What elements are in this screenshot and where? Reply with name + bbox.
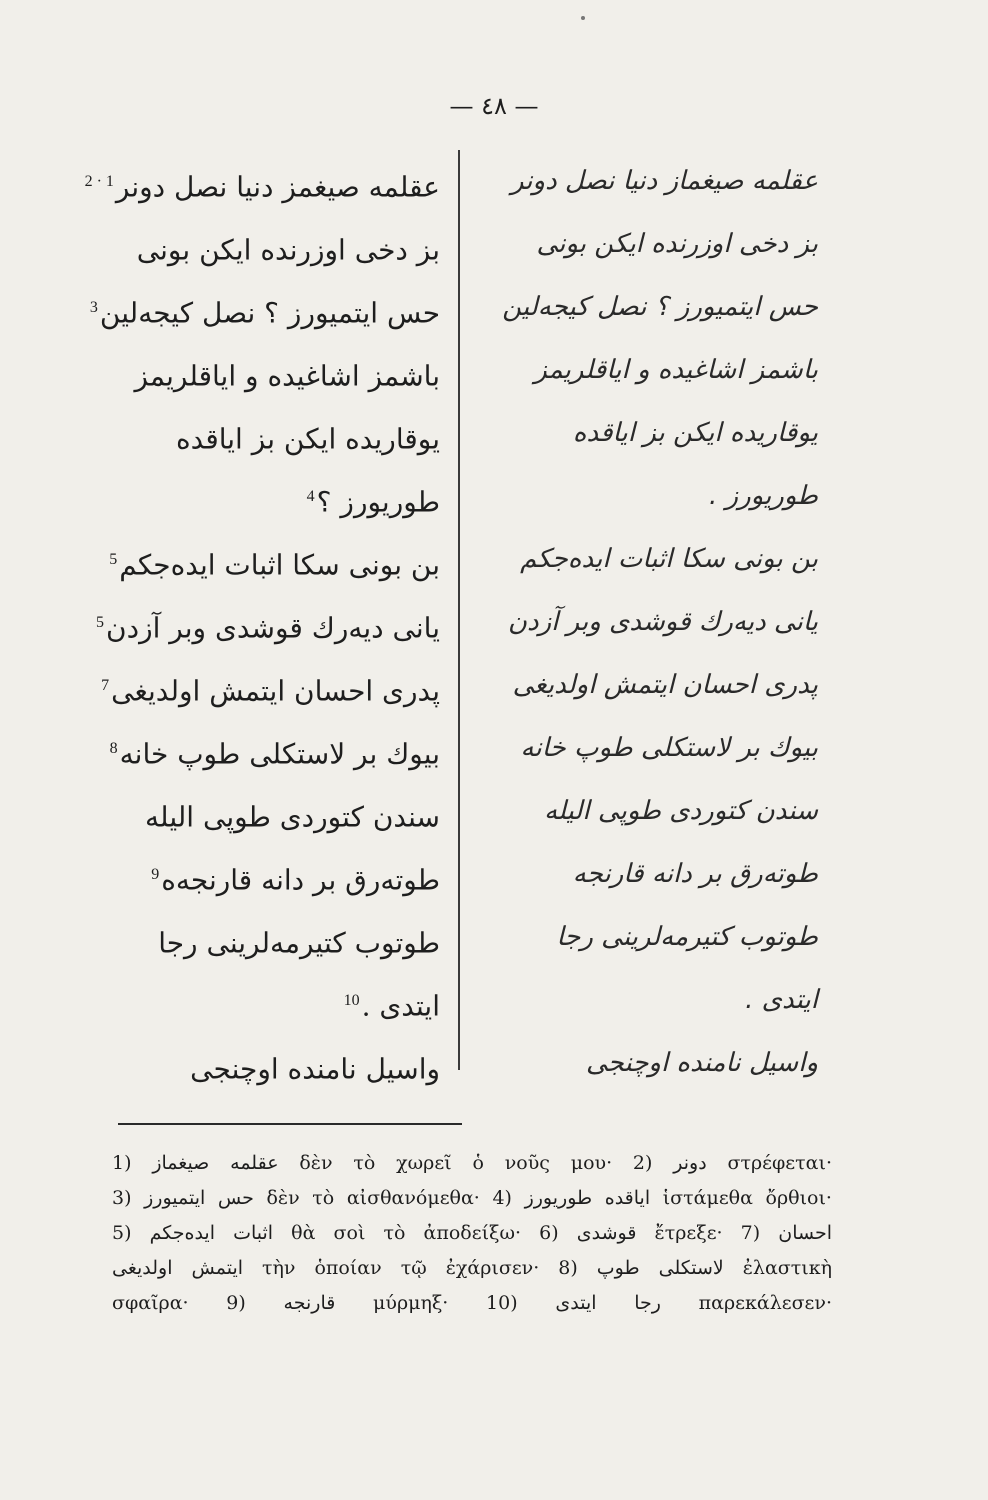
footnote-ref: 3 xyxy=(89,299,98,316)
printed-text: یانی دیه‌رك قوشدی وبر آزدن xyxy=(106,611,440,645)
printed-text: طوریورز ؟ xyxy=(316,485,440,519)
footnote-ref: 8 xyxy=(109,740,118,757)
footnote-ref: 1 · 2 xyxy=(84,173,114,190)
footnote-ref: 5 xyxy=(109,551,118,568)
printed-text: سندن کتوردی طوپی الیله xyxy=(145,800,440,834)
footnote-line: σφαῖρα· 9) قارنجه μύρμηξ· 10) رجا ایتدی παρεκάλεσεν· xyxy=(112,1292,832,1314)
page-number: — ٤٨ — xyxy=(449,92,539,120)
handwritten-line: پدری احسان ایتمش اولدیغی xyxy=(512,670,818,700)
handwritten-line: عقلمه صیغماز دنیا نصل دونر xyxy=(510,166,818,196)
handwritten-line: یانی دیه‌رك قوشدی وبر آزدن xyxy=(507,607,818,637)
printed-line xyxy=(100,717,440,780)
handwritten-line: سندن کتوردی طوپی الیله xyxy=(544,796,818,826)
speck-mark xyxy=(581,16,585,20)
handwritten-line: یوقاریده ایکن بز ایاقده xyxy=(572,418,818,448)
printed-line xyxy=(100,906,440,969)
handwritten-line: واسیل نامنده اوچنجی xyxy=(586,1048,818,1078)
printed-line xyxy=(100,213,440,276)
printed-line xyxy=(96,591,440,654)
printed-line xyxy=(100,843,440,906)
handwritten-line: بیوك بر لاستکلی طوپ خانه‌ xyxy=(520,733,818,763)
printed-line xyxy=(100,654,440,717)
printed-text: یوقاریده ایکن بز ایاقده xyxy=(175,422,440,456)
printed-text: بیوك بر لاستکلی طوپ خانه‌ xyxy=(119,737,440,771)
footnote-ref: 9 xyxy=(151,866,160,883)
printed-line xyxy=(100,780,440,843)
footnote-ref: 10 xyxy=(343,992,360,1009)
printed-text: باشمز اشاغیده و ایاقلریمز xyxy=(134,359,440,393)
footnote-line: 5) اثبات ایده‌جکم θὰ σοὶ τὸ ἀποδείξω· 6) قوشدی ἔτρεξε· 7) احسان xyxy=(112,1222,832,1244)
printed-line xyxy=(100,969,440,1032)
printed-text: طوتوب کتیرمه‌لرینی رجا xyxy=(158,926,440,960)
handwritten-line: طوته‌رق بر دانه قارنجه xyxy=(572,859,818,889)
printed-text: طوته‌رق بر دانه قارنجه‌ه xyxy=(161,863,440,897)
printed-text: پدری احسان ایتمش اولدیغی xyxy=(111,674,440,708)
footnote-ref: 4 xyxy=(306,488,315,505)
handwritten-line: طوریورز . xyxy=(709,481,818,511)
handwritten-line: حس ایتمیورز ؟ نصل کیجه‌لین xyxy=(502,292,818,322)
footnote-rule xyxy=(118,1123,462,1125)
handwritten-line: ایتدی . xyxy=(745,985,818,1015)
printed-text: بز دخی اوزرنده ایکن بونی xyxy=(136,233,440,267)
printed-text: بن بونی سکا اثبات ایده‌جکم xyxy=(119,548,440,582)
printed-line xyxy=(89,276,440,339)
footnotes xyxy=(112,1146,832,1321)
column-divider xyxy=(458,150,460,1070)
footnote-line: 1) عقلمه صیغماز δὲν τὸ χωρεῖ ὁ νοῦς μου· 2) دونر στρέφεται· xyxy=(112,1152,832,1174)
printed-text: حس ایتمیورز ؟ نصل کیجه‌لین xyxy=(99,296,440,330)
printed-line xyxy=(100,528,440,591)
handwritten-column xyxy=(478,150,818,1095)
printed-text: عقلمه صیغمز دنیا نصل دونر xyxy=(115,170,440,204)
printed-text: واسیل نامنده اوچنجی xyxy=(190,1052,440,1086)
printed-line xyxy=(100,1032,440,1095)
printed-text: ایتدی . xyxy=(361,989,440,1023)
handwritten-line: بن بونی سکا اثبات ایده‌جکم xyxy=(520,544,818,574)
printed-line xyxy=(100,465,440,528)
handwritten-line: باشمز اشاغیده و ایاقلریمز xyxy=(534,355,818,385)
printed-line xyxy=(100,402,440,465)
handwritten-line: بز دخی اوزرنده ایکن بونی xyxy=(536,229,818,259)
footnote-ref: 7 xyxy=(101,677,110,694)
footnote-line: ایتمش اولدیغی τὴν ὁποίαν τῷ ἐχάρισεν· 8) لاستکلی طوپ ἐλαστικὴ xyxy=(112,1257,832,1279)
handwritten-line: طوتوب کتیرمه‌لرینی رجا xyxy=(556,922,818,952)
footnote-line: 3) حس ایتمیورز δὲν τὸ αἰσθανόμεθα· 4) ایاقده طوریورز ἱστάμεθα ὄρθιοι· xyxy=(112,1187,832,1209)
printed-line xyxy=(100,339,440,402)
footnote-ref: 5 xyxy=(96,614,105,631)
